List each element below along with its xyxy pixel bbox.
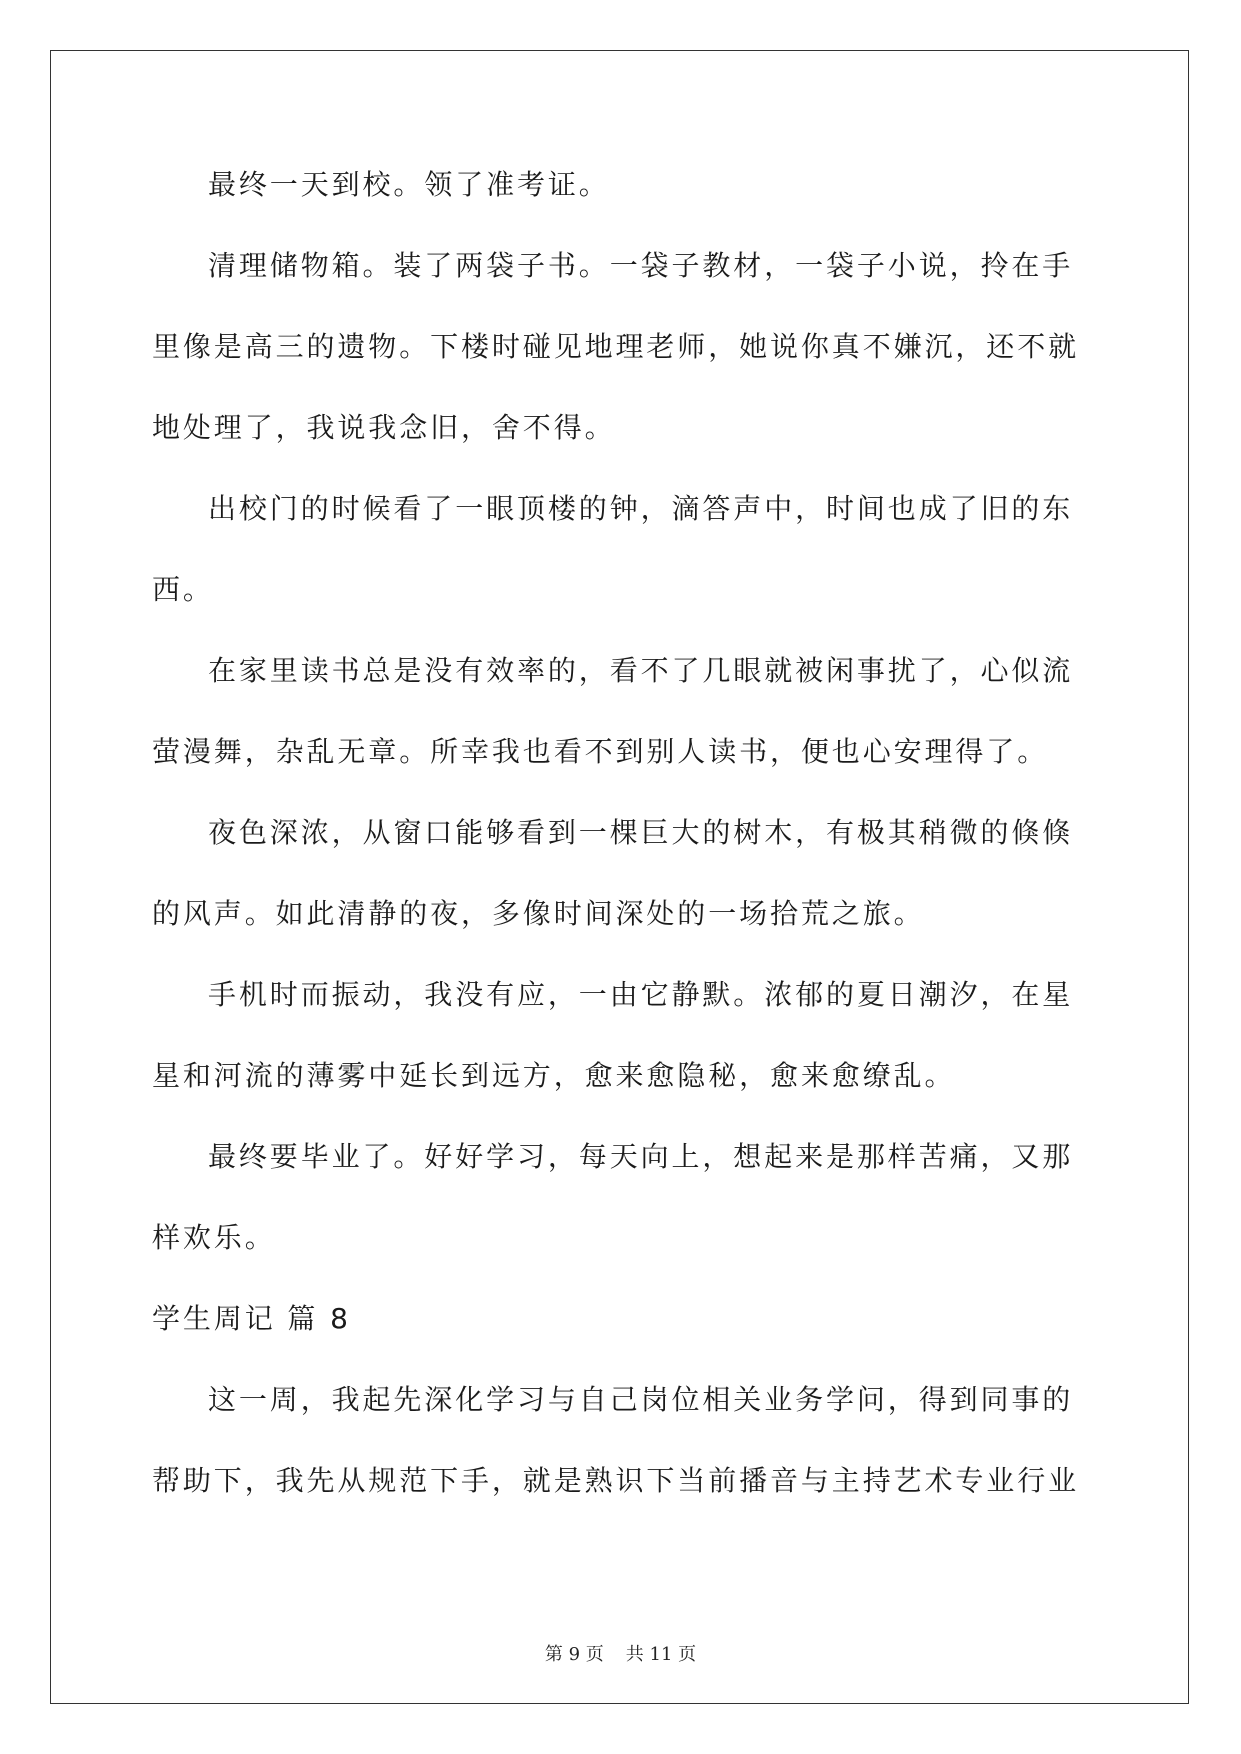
- current-page-number: 第 9 页: [544, 1644, 604, 1665]
- paragraph: 夜色深浓，从窗口能够看到一棵巨大的树木，有极其稍微的倏倏的风声。如此清静的夜，多像时间深处的一场拾荒之旅。: [152, 816, 1074, 930]
- paragraph: 清理储物箱。装了两袋子书。一袋子教材，一袋子小说，拎在手里像是高三的遗物。下楼时碰见地理老师，她说你真不嫌沉，还不就地处理了，我说我念旧，舍不得。: [152, 249, 1080, 444]
- total-page-count: 共 11 页: [625, 1644, 697, 1665]
- section-heading: 学生周记 篇 8: [152, 1302, 351, 1335]
- document-body: [152, 152, 1092, 1521]
- paragraph: 最终一天到校。领了准考证。: [208, 168, 610, 201]
- paragraph: 手机时而振动，我没有应，一由它静默。浓郁的夏日潮汐，在星星和河流的薄雾中延长到远方，愈来愈隐秘，愈来愈缭乱。: [152, 978, 1074, 1092]
- paragraph: 在家里读书总是没有效率的，看不了几眼就被闲事扰了，心似流萤漫舞，杂乱无章。所幸我也看不到别人读书，便也心安理得了。: [152, 654, 1074, 768]
- paragraph: 最终要毕业了。好好学习，每天向上，想起来是那样苦痛，又那样欢乐。: [152, 1140, 1074, 1254]
- page-footer: [0, 1640, 1241, 1666]
- paragraph: 出校门的时候看了一眼顶楼的钟，滴答声中，时间也成了旧的东西。: [152, 492, 1074, 606]
- paragraph: 这一周，我起先深化学习与自己岗位相关业务学问，得到同事的帮助下，我先从规范下手，就是熟识下当前播音与主持艺术专业行业: [152, 1383, 1080, 1497]
